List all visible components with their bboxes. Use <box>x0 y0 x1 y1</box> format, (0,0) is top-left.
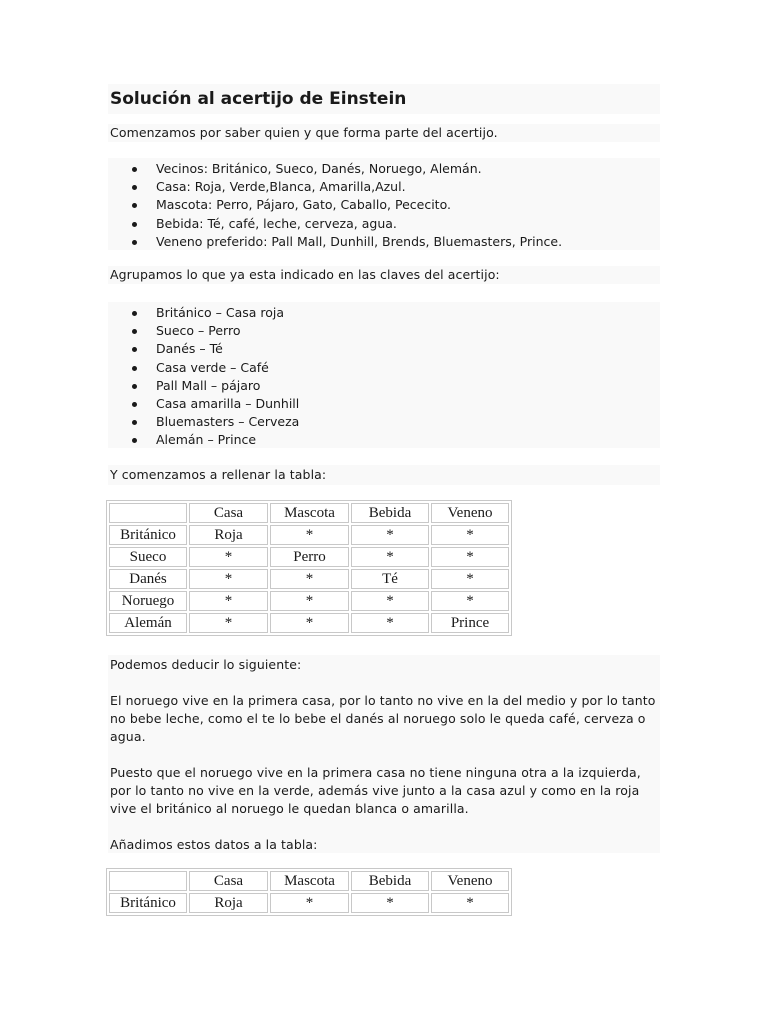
table-cell: * <box>351 893 429 913</box>
intro-paragraph: Comenzamos por saber quien y que forma parte del acertijo. <box>108 124 660 142</box>
table-cell: Sueco <box>109 547 187 567</box>
table-cell: Británico <box>109 893 187 913</box>
table-cell: Alemán <box>109 613 187 633</box>
table-cell: * <box>351 591 429 611</box>
clues-list <box>108 304 660 450</box>
table-cell: Perro <box>270 547 349 567</box>
table-cell: Británico <box>109 525 187 545</box>
table-row <box>109 613 509 633</box>
table-1 <box>106 500 512 636</box>
components-list <box>108 160 660 251</box>
table-cell: * <box>189 591 268 611</box>
table-cell: * <box>270 591 349 611</box>
table-header-row <box>109 503 509 523</box>
table-header-cell: Bebida <box>351 871 429 891</box>
deduction-block <box>108 655 660 853</box>
clues-list-block <box>108 302 660 448</box>
list-item: Sueco – Perro <box>156 322 660 340</box>
table-header-cell: Casa <box>189 871 268 891</box>
table-row <box>109 547 509 567</box>
table-header-cell: Casa <box>189 503 268 523</box>
list-item: Casa verde – Café <box>156 359 660 377</box>
table-cell: * <box>351 525 429 545</box>
table-header-cell: Bebida <box>351 503 429 523</box>
table-cell: * <box>270 525 349 545</box>
table-cell: * <box>351 547 429 567</box>
list-item: Mascota: Perro, Pájaro, Gato, Caballo, Pececito. <box>156 196 660 214</box>
list-item: Casa amarilla – Dunhill <box>156 395 660 413</box>
table-cell: * <box>189 547 268 567</box>
list-item: Bebida: Té, café, leche, cerveza, agua. <box>156 215 660 233</box>
table-cell: * <box>270 569 349 589</box>
fill-intro-paragraph: Y comenzamos a rellenar la tabla: <box>108 465 660 485</box>
table-cell: * <box>431 591 509 611</box>
table-cell: Noruego <box>109 591 187 611</box>
table-header-cell: Mascota <box>270 503 349 523</box>
table-cell: * <box>431 893 509 913</box>
list-item: Danés – Té <box>156 340 660 358</box>
list-item: Bluemasters – Cerveza <box>156 413 660 431</box>
page-title: Solución al acertijo de Einstein <box>108 84 660 114</box>
table-row <box>109 569 509 589</box>
list-item: Pall Mall – pájaro <box>156 377 660 395</box>
table-cell: Roja <box>189 525 268 545</box>
list-item: Británico – Casa roja <box>156 304 660 322</box>
table-cell: * <box>431 547 509 567</box>
add-intro-paragraph: Añadimos estos datos a la tabla: <box>110 837 318 852</box>
list-item: Vecinos: Británico, Sueco, Danés, Noruego, Alemán. <box>156 160 660 178</box>
table-cell: * <box>431 525 509 545</box>
table-cell: Roja <box>189 893 268 913</box>
table-cell: * <box>189 613 268 633</box>
table-row <box>109 893 509 913</box>
list-item: Veneno preferido: Pall Mall, Dunhill, Brends, Bluemasters, Prince. <box>156 233 660 251</box>
table-header-cell <box>109 503 187 523</box>
group-intro-paragraph: Agrupamos lo que ya esta indicado en las claves del acertijo: <box>108 266 660 284</box>
deduction-paragraph-2: Puesto que el noruego vive en la primera casa no tiene ninguna otra a la izquierda, por lo tanto no vive en la verde, además vive junto a la casa azul y como en la roja vive el británico al noruego le quedan blanca o amarilla. <box>110 765 641 816</box>
table-cell: Prince <box>431 613 509 633</box>
table-2 <box>106 868 512 916</box>
table-cell: Danés <box>109 569 187 589</box>
table-cell: * <box>351 613 429 633</box>
table-cell: * <box>270 893 349 913</box>
table-row <box>109 525 509 545</box>
table-cell: * <box>431 569 509 589</box>
deduction-paragraph-1: El noruego vive en la primera casa, por lo tanto no vive en la del medio y por lo tanto no bebe leche, como el te lo bebe el danés al noruego solo le queda café, cerveza o agua. <box>110 693 656 744</box>
table-header-cell <box>109 871 187 891</box>
list-item: Casa: Roja, Verde,Blanca, Amarilla,Azul. <box>156 178 660 196</box>
list-item: Alemán – Prince <box>156 431 660 449</box>
deduce-intro-paragraph: Podemos deducir lo siguiente: <box>110 657 302 672</box>
table-cell: Té <box>351 569 429 589</box>
table-row <box>109 591 509 611</box>
components-list-block <box>108 158 660 250</box>
table-header-cell: Mascota <box>270 871 349 891</box>
table-header-row <box>109 871 509 891</box>
table-header-cell: Veneno <box>431 871 509 891</box>
table-cell: * <box>270 613 349 633</box>
table-cell: * <box>189 569 268 589</box>
table-header-cell: Veneno <box>431 503 509 523</box>
